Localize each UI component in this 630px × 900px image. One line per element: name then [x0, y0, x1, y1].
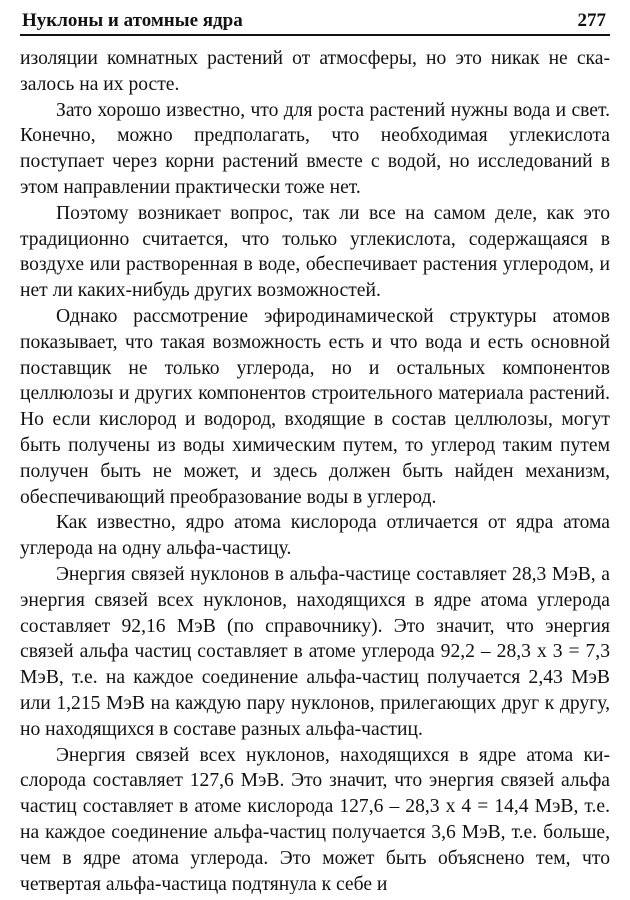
page-number: 277	[577, 10, 606, 31]
page-body	[20, 46, 610, 894]
paragraph-6: Энергия связей нуклонов в альфа-частице составляет 28,3 МэВ, а энергия связей всех нуклонов, находящихся в ядре атома углерода составляет 92,16 МэВ (по справочнику). Это значит, что энергия связей альфа частиц составляет в атоме углерода 92,2 – 28,3 х 3 = 7,3 МэВ, т.е. на каждое соединение альфа-частиц получается 2,43 МэВ или 1,215 МэВ на каждую пару нуклонов, прилегающих друг к другу, но находящихся в составе разных альфа-частиц.	[20, 563, 610, 740]
paragraph-3: Поэтому возникает вопрос, так ли все на самом деле, как это традиционно считается, что только углекислота, содержащаяся в воздухе или растворенная в воде, обеспечивает растения углеродом, и нет ли каких-нибудь других возможностей.	[20, 202, 610, 302]
paragraph-5: Как известно, ядро атома кислорода отличается от ядра атома углерода на одну альфа-частицу.	[20, 512, 610, 560]
running-header	[20, 6, 610, 36]
book-page	[20, 6, 610, 894]
paragraph-1: изоляции комнатных растений от атмосферы, но это никак не сказалось на их росте.	[20, 48, 610, 95]
paragraph-4: Однако рассмотрение эфиродинамической структуры атомов показывает, что такая возможность есть и что вода и есть основной поставщик не только углерода, но и остальных компонентов целлюлозы и других компонентов строительного материала растений. Но если кислород и водород, входящие в состав целлюлозы, могут быть получены из воды химическим путем, то углерод таким путем получен быть не может, и здесь должен быть найден механизм, обеспечивающий преобразование воды в углерод.	[20, 305, 610, 508]
paragraph-2: Зато хорошо известно, что для роста растений нужны вода и свет. Конечно, можно предполагать, что необходимая углекислота поступает через корни растений вместе с водой, но исследований в этом направлении практически тоже нет.	[20, 99, 610, 198]
chapter-title: Нуклоны и атомные ядра	[22, 10, 243, 31]
paragraph-7: Энергия связей всех нуклонов, находящихся в ядре атома кислорода составляет 127,6 МэВ. Это значит, что энергия связей альфа частиц составляет в атоме кислорода 127,6 – 28,3 х 4 = 14,4 МэВ, т.е. на каждое соединение альфа-частиц получается 3,6 МэВ, т.е. больше, чем в ядре атома углерода. Это может быть объяснено тем, что четвертая альфа-частица подтянула к себе и	[20, 744, 610, 894]
